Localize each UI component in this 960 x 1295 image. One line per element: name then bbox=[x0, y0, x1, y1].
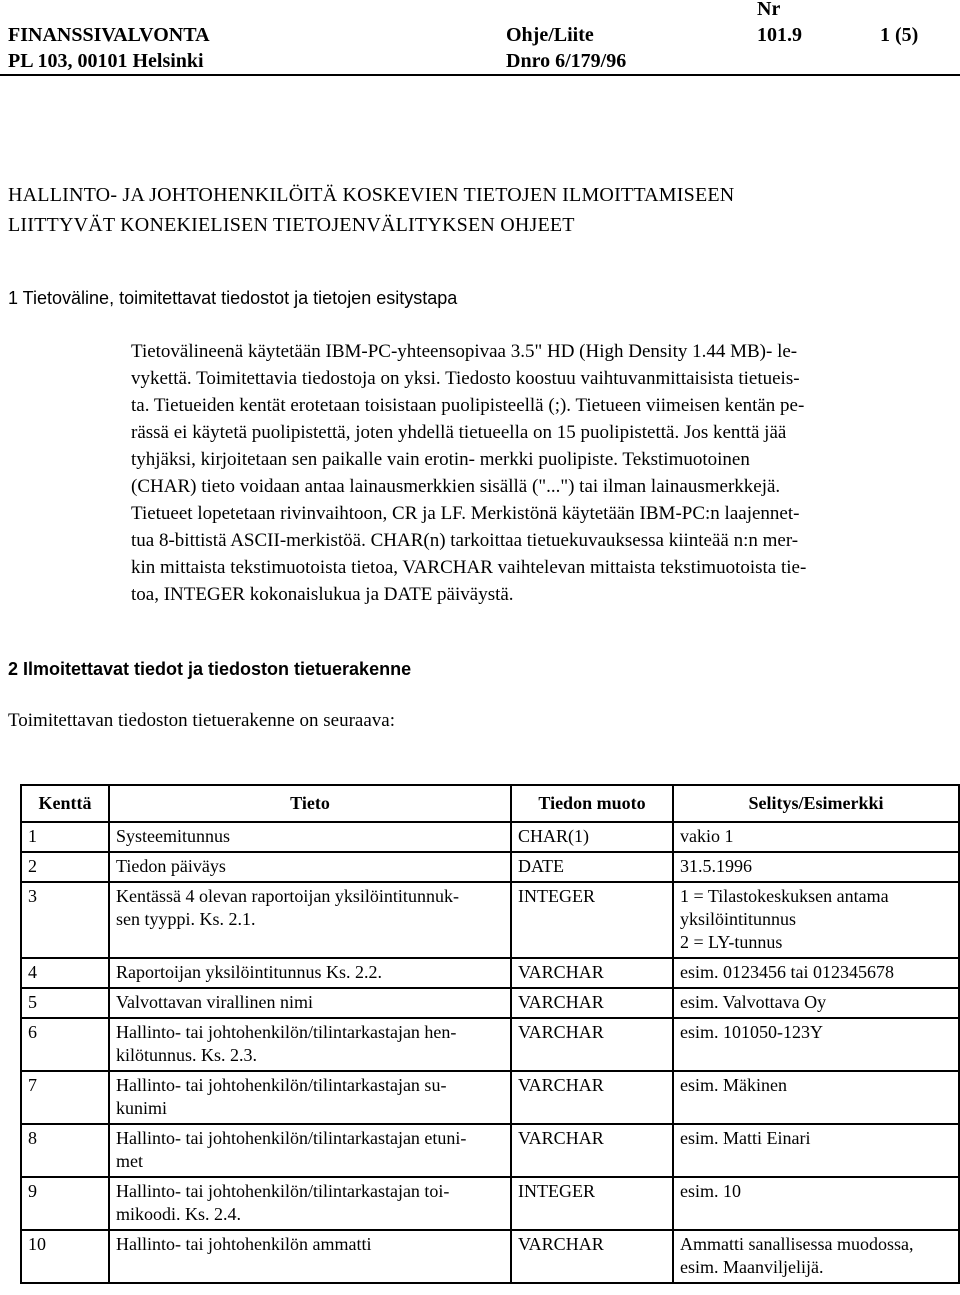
field-number: 7 bbox=[21, 1071, 109, 1124]
paragraph-line: ta. Tietueiden kentät erotetaan toisistaan puolipisteellä (;). Tietueen viimeisen kentän pe- bbox=[131, 395, 805, 416]
field-format: VARCHAR bbox=[511, 1230, 673, 1283]
field-description: esim. Mäkinen bbox=[673, 1071, 959, 1124]
doc-reference: Dnro 6/179/96 bbox=[506, 50, 627, 72]
table-row bbox=[21, 882, 959, 958]
paragraph-line: Tietueet lopetetaan rivinvaihtoon, CR ja LF. Merkistönä käytetään IBM-PC:n laajennet- bbox=[131, 503, 800, 524]
column-header-format: Tiedon muoto bbox=[511, 785, 673, 822]
field-format: CHAR(1) bbox=[511, 822, 673, 852]
field-number: 8 bbox=[21, 1124, 109, 1177]
column-header-field: Kenttä bbox=[21, 785, 109, 822]
field-number: 5 bbox=[21, 988, 109, 1018]
field-number: 10 bbox=[21, 1230, 109, 1283]
org-name: FINANSSIVALVONTA bbox=[8, 24, 210, 46]
field-number: 1 bbox=[21, 822, 109, 852]
table-row bbox=[21, 1230, 959, 1283]
field-description: esim. Matti Einari bbox=[673, 1124, 959, 1177]
table-row bbox=[21, 822, 959, 852]
field-data: Kentässä 4 olevan raportoijan yksilöintitunnuk- sen tyyppi. Ks. 2.1. bbox=[109, 882, 511, 958]
table-row bbox=[21, 988, 959, 1018]
field-data: Tiedon päiväys bbox=[109, 852, 511, 882]
field-description: vakio 1 bbox=[673, 822, 959, 852]
section-1-paragraph bbox=[131, 338, 951, 608]
section-1-heading: 1 Tietoväline, toimitettavat tiedostot ja tietojen esitystapa bbox=[8, 288, 458, 308]
table-row bbox=[21, 852, 959, 882]
field-description: esim. 101050-123Y bbox=[673, 1018, 959, 1071]
paragraph-line: (CHAR) tieto voidaan antaa lainausmerkkien sisällä ("...") tai ilman lainausmerkkejä. bbox=[131, 476, 781, 497]
field-format: VARCHAR bbox=[511, 1071, 673, 1124]
field-data: Systeemitunnus bbox=[109, 822, 511, 852]
table-row bbox=[21, 1177, 959, 1230]
record-structure-table bbox=[20, 784, 960, 1284]
table-row bbox=[21, 1018, 959, 1071]
field-data: Hallinto- tai johtohenkilön/tilintarkastajan etuni- met bbox=[109, 1124, 511, 1177]
field-description: esim. 10 bbox=[673, 1177, 959, 1230]
field-description: 31.5.1996 bbox=[673, 852, 959, 882]
field-format: INTEGER bbox=[511, 882, 673, 958]
field-data: Valvottavan virallinen nimi bbox=[109, 988, 511, 1018]
doc-number: 101.9 bbox=[757, 24, 802, 46]
field-description: esim. 0123456 tai 012345678 bbox=[673, 958, 959, 988]
field-format: VARCHAR bbox=[511, 958, 673, 988]
field-number: 3 bbox=[21, 882, 109, 958]
table-row bbox=[21, 1071, 959, 1124]
field-description: 1 = Tilastokeskuksen antama yksilöintitunnus 2 = LY-tunnus bbox=[673, 882, 959, 958]
field-data: Hallinto- tai johtohenkilön/tilintarkastajan hen- kilötunnus. Ks. 2.3. bbox=[109, 1018, 511, 1071]
column-header-description: Selitys/Esimerkki bbox=[673, 785, 959, 822]
paragraph-line: tyhjäksi, kirjoitetaan sen paikalle vain erotin- merkki puolipiste. Tekstimuotoinen bbox=[131, 449, 750, 470]
field-number: 6 bbox=[21, 1018, 109, 1071]
document-title bbox=[8, 180, 734, 240]
title-line-1: HALLINTO- JA JOHTOHENKILÖITÄ KOSKEVIEN TIETOJEN ILMOITTAMISEEN bbox=[8, 184, 735, 206]
doc-number-label: Nr bbox=[757, 0, 781, 20]
field-description: Ammatti sanallisessa muodossa, esim. Maanviljelijä. bbox=[673, 1230, 959, 1283]
field-data: Hallinto- tai johtohenkilön/tilintarkastajan toi- mikoodi. Ks. 2.4. bbox=[109, 1177, 511, 1230]
field-format: DATE bbox=[511, 852, 673, 882]
paragraph-line: rässä ei käytetä puolipistettä, joten yhdellä tietueella on 15 puolipistettä. Jos kenttä jää bbox=[131, 422, 787, 443]
field-number: 2 bbox=[21, 852, 109, 882]
paragraph-line: toa, INTEGER kokonaislukua ja DATE päiväystä. bbox=[131, 584, 514, 605]
field-format: VARCHAR bbox=[511, 988, 673, 1018]
table-row bbox=[21, 1124, 959, 1177]
paragraph-line: tua 8-bittistä ASCII-merkistöä. CHAR(n) tarkoittaa tietuekuvauksessa kiinteää n:n mer- bbox=[131, 530, 799, 551]
field-data: Hallinto- tai johtohenkilön ammatti bbox=[109, 1230, 511, 1283]
section-2-heading: 2 Ilmoitettavat tiedot ja tiedoston tietuerakenne bbox=[8, 659, 412, 679]
field-format: VARCHAR bbox=[511, 1124, 673, 1177]
header-rule bbox=[0, 74, 960, 76]
section-2-intro: Toimitettavan tiedoston tietuerakenne on seuraava: bbox=[8, 710, 395, 731]
paragraph-line: vykettä. Toimitettavia tiedostoja on yksi. Tiedosto koostuu vaihtuvanmittaisista tietueis- bbox=[131, 368, 800, 389]
field-format: INTEGER bbox=[511, 1177, 673, 1230]
field-format: VARCHAR bbox=[511, 1018, 673, 1071]
table-row bbox=[21, 958, 959, 988]
field-description: esim. Valvottava Oy bbox=[673, 988, 959, 1018]
doc-type: Ohje/Liite bbox=[506, 24, 594, 46]
page-indicator: 1 (5) bbox=[880, 24, 919, 46]
table-header-row bbox=[21, 785, 959, 822]
column-header-data: Tieto bbox=[109, 785, 511, 822]
title-line-2: LIITTYVÄT KONEKIELISEN TIETOJENVÄLITYKSEN OHJEET bbox=[8, 214, 575, 236]
field-number: 9 bbox=[21, 1177, 109, 1230]
field-number: 4 bbox=[21, 958, 109, 988]
paragraph-line: Tietovälineenä käytetään IBM-PC-yhteensopivaa 3.5" HD (High Density 1.44 MB)- le- bbox=[131, 341, 798, 362]
org-address: PL 103, 00101 Helsinki bbox=[8, 50, 204, 72]
field-data: Hallinto- tai johtohenkilön/tilintarkastajan su- kunimi bbox=[109, 1071, 511, 1124]
paragraph-line: kin mittaista tekstimuotoista tietoa, VARCHAR vaihtelevan mittaista tekstimuotoista tie- bbox=[131, 557, 807, 578]
field-data: Raportoijan yksilöintitunnus Ks. 2.2. bbox=[109, 958, 511, 988]
